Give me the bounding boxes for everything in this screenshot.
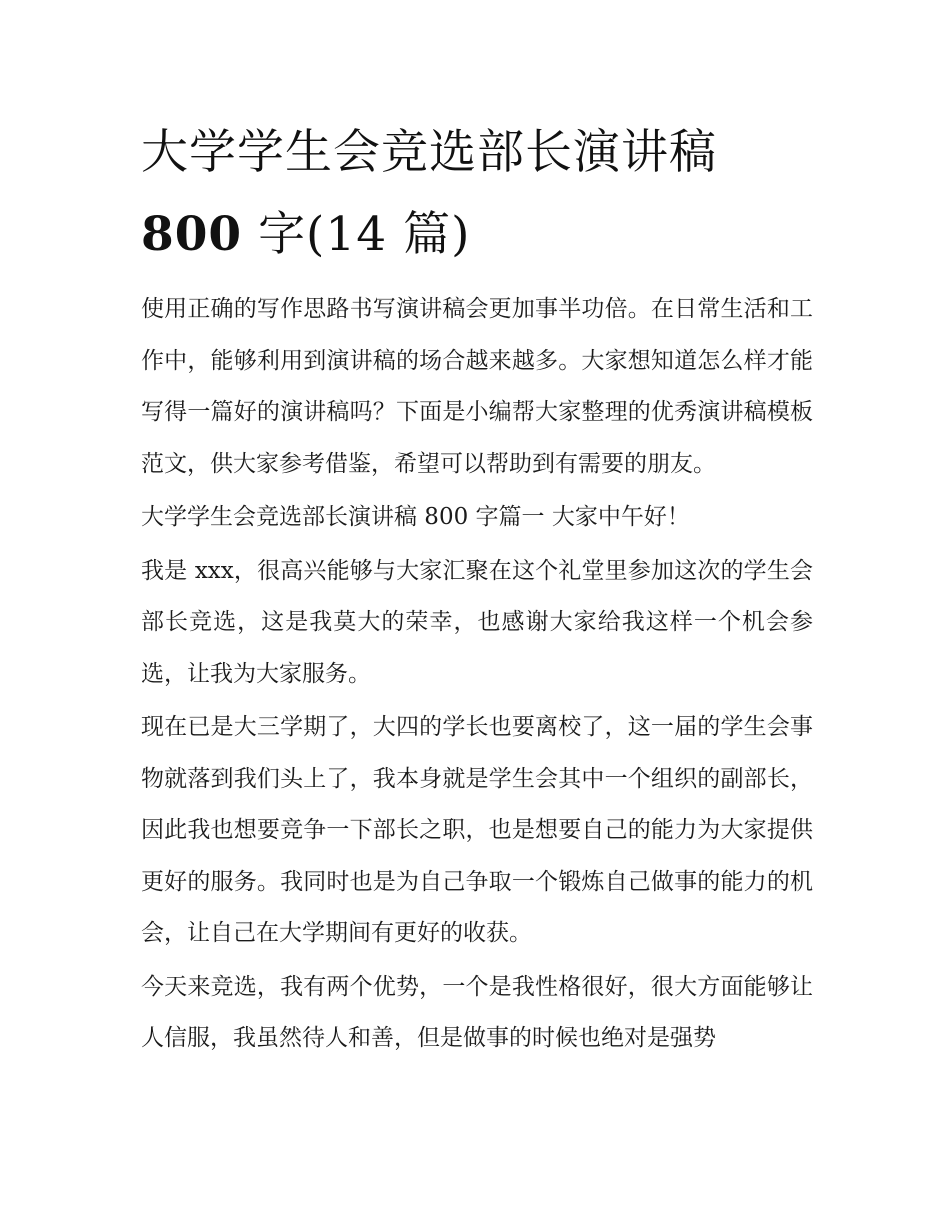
paragraph-advantages: 今天来竞选，我有两个优势，一个是我性格很好，很大方面能够让人信服，我虽然待人和善，但是做事的时候也绝对是强势 <box>141 973 813 1051</box>
title-line-2 <box>141 194 813 276</box>
title-word-count: 800 <box>141 207 243 262</box>
paragraph-self-introduction: 我是 xxx，很高兴能够与大家汇聚在这个礼堂里参加这次的学生会部长竞选，这是我莫大的荣幸，也感谢大家给我这样一个机会参选，让我为大家服务。 <box>141 557 813 687</box>
paragraph-section-heading: 大学学生会竞选部长演讲稿 800 字篇一 大家中午好！ <box>141 504 690 530</box>
paragraph-intro: 使用正确的写作思路书写演讲稿会更加事半功倍。在日常生活和工作中，能够利用到演讲稿的场合越来越多。大家想知道怎么样才能写得一篇好的演讲稿吗？下面是小编帮大家整理的优秀演讲稿模板范文，供大家参考借鉴，希望可以帮助到有需要的朋友。 <box>141 296 813 477</box>
title-line-1: 大学学生会竞选部长演讲稿 <box>141 125 717 180</box>
document-title <box>141 112 813 276</box>
document-body <box>141 112 813 1065</box>
title-suffix: 字(14 篇) <box>258 207 471 262</box>
paragraph-motivation: 现在已是大三学期了，大四的学长也要离校了，这一届的学生会事物就落到我们头上了，我本身就是学生会其中一个组织的副部长，因此我也想要竞争一下部长之职，也是想要自己的能力为大家提供更好的服务。我同时也是为自己争取一个锻炼自己做事的能力的机会，让自己在大学期间有更好的收获。 <box>141 714 813 946</box>
